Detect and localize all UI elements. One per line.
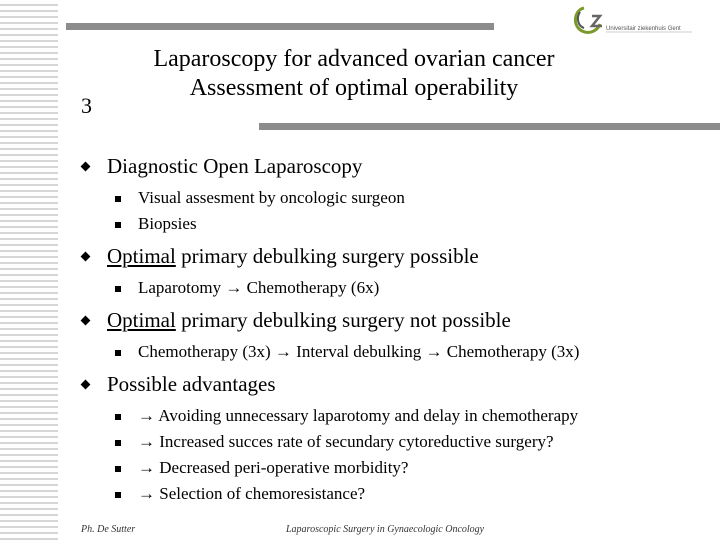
bullet-text: Diagnostic Open Laparoscopy — [107, 154, 363, 178]
bullet-item — [82, 371, 712, 397]
diamond-bullet-icon — [81, 162, 91, 172]
title-divider-bar — [259, 123, 720, 130]
square-bullet-icon — [115, 414, 121, 420]
square-bullet-icon — [115, 222, 121, 228]
bullet-item — [82, 153, 712, 179]
bullet-emphasis: Optimal — [107, 244, 176, 268]
sub-bullet-item — [82, 481, 712, 507]
sub-bullet-text: Chemotherapy (3x) → Interval debulking → Chemotherapy (3x) — [138, 342, 580, 361]
sub-bullet-item — [82, 211, 712, 237]
square-bullet-icon — [115, 466, 121, 472]
square-bullet-icon — [115, 196, 121, 202]
sub-bullet-text: → Decreased peri-operative morbidity? — [138, 458, 409, 477]
top-divider-bar — [66, 23, 494, 30]
square-bullet-icon — [115, 350, 121, 356]
sub-bullet-item — [82, 185, 712, 211]
sub-bullet-text: Biopsies — [138, 214, 197, 233]
square-bullet-icon — [115, 492, 121, 498]
bullet-item — [82, 243, 712, 269]
slide-title — [110, 45, 598, 103]
sub-bullet-item — [82, 339, 712, 365]
bullet-group — [82, 243, 712, 301]
title-line-2: Assessment of optimal operability — [189, 75, 519, 101]
sub-bullet-item — [82, 275, 712, 301]
sub-bullet-item — [82, 403, 712, 429]
logo-text: Universitair ziekenhuis Gent — [606, 26, 681, 32]
bullet-emphasis: Optimal — [107, 308, 176, 332]
bullet-text: Possible advantages — [107, 372, 276, 396]
university-logo-icon — [570, 4, 696, 40]
sub-bullet-text: → Increased succes rate of secundary cytoreductive surgery? — [138, 432, 554, 451]
diamond-bullet-icon — [81, 380, 91, 390]
slide-number: 3 — [81, 93, 92, 118]
title-line-1: Laparoscopy for advanced ovarian cancer — [153, 46, 555, 72]
sub-bullet-text: Laparotomy → Chemotherapy (6x) — [138, 278, 380, 297]
square-bullet-icon — [115, 286, 121, 292]
bullet-group — [82, 371, 712, 507]
sub-bullet-item — [82, 455, 712, 481]
bullet-item — [82, 307, 712, 333]
footer-author: Ph. De Sutter — [81, 524, 136, 535]
footer-title: Laparoscopic Surgery in Gynaecologic Oncology — [286, 524, 485, 535]
bullet-text: primary debulking surgery possible — [175, 244, 479, 268]
left-stripe-decoration — [0, 0, 58, 540]
bullet-group — [82, 307, 712, 365]
bullet-group — [82, 153, 712, 237]
sub-bullet-item — [82, 429, 712, 455]
slide-content — [82, 153, 712, 513]
bullet-text: primary debulking surgery not possible — [175, 308, 511, 332]
sub-bullet-text: → Avoiding unnecessary laparotomy and delay in chemotherapy — [138, 406, 579, 425]
sub-bullet-text: Visual assesment by oncologic surgeon — [138, 188, 405, 207]
square-bullet-icon — [115, 440, 121, 446]
diamond-bullet-icon — [81, 316, 91, 326]
sub-bullet-text: → Selection of chemoresistance? — [138, 484, 366, 503]
diamond-bullet-icon — [81, 252, 91, 262]
